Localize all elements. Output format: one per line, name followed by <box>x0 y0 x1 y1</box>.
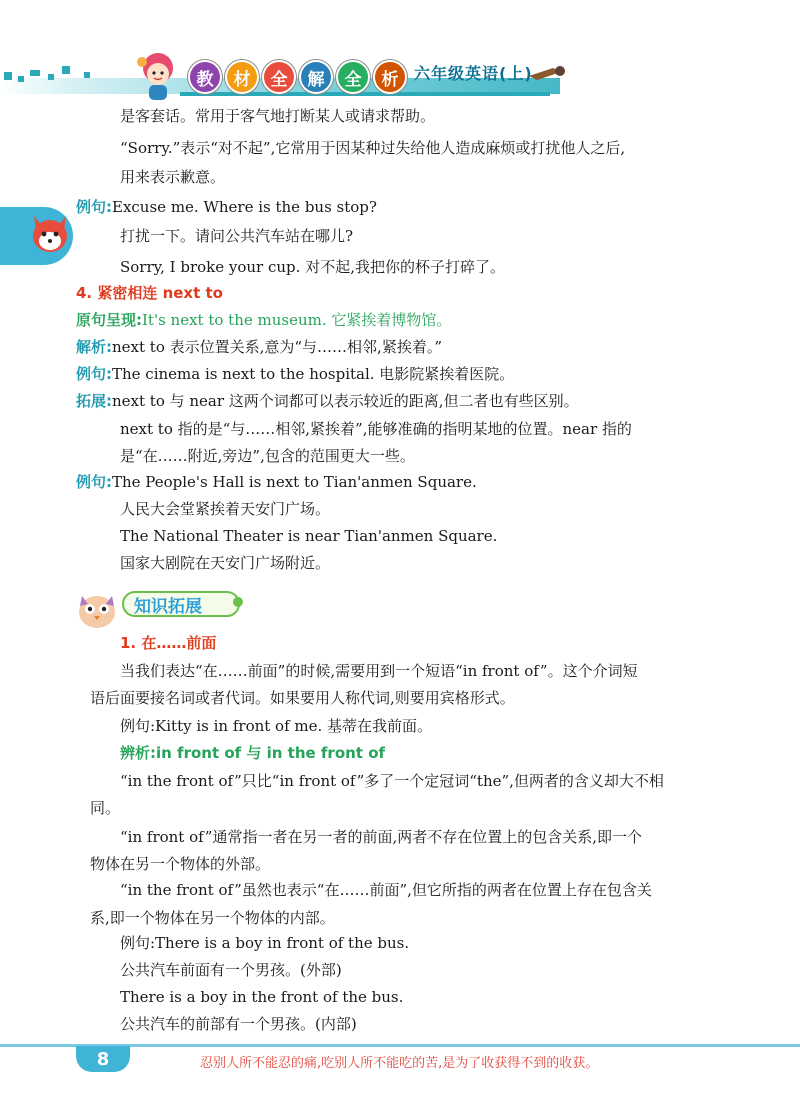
example-label: 例句: <box>76 473 112 491</box>
owl-mascot-icon <box>72 582 122 630</box>
paragraph-line: next to 指的是“与……相邻,紧挨着”,能够准确的指明某地的位置。near 指的 <box>120 420 632 438</box>
paragraph-line: “in the front of”只比“in front of”多了一个定冠词“the”,但两者的含义却大不相 <box>120 772 664 790</box>
pen-icon <box>527 62 567 84</box>
example-line: 例句:There is a boy in front of the bus. <box>120 934 410 952</box>
book-title <box>188 60 407 94</box>
extension-text: next to 与 near 这两个词都可以表示较近的距离,但二者也有些区别。 <box>112 392 579 410</box>
header-pixel <box>62 66 70 74</box>
footer-motto: 忍别人所不能忍的痛,吃别人所不能吃的苦,是为了收获得不到的收获。 <box>200 1056 599 1071</box>
paragraph-line: 语后面要接名词或者代词。如果要用人称代词,则要用宾格形式。 <box>90 689 515 707</box>
analysis-line <box>76 337 442 357</box>
header-pixel <box>4 72 12 80</box>
section-heading: 4. 紧密相连 next to <box>76 284 223 302</box>
fox-mascot-icon <box>28 210 72 260</box>
example-translation: 人民大会堂紧挨着天安门广场。 <box>120 500 331 518</box>
title-char-2: 材 <box>225 60 259 94</box>
example-label: 例句: <box>76 365 112 383</box>
paragraph-line: 当我们表达“在……前面”的时候,需要用到一个短语“in front of”。这个介词短 <box>120 662 638 680</box>
example-text: Excuse me. Where is the bus stop? <box>112 198 377 216</box>
title-char-3: 全 <box>262 60 296 94</box>
paragraph-line: 是“在……附近,旁边”,包含的范围更大一些。 <box>120 447 415 465</box>
original-sentence <box>76 310 451 330</box>
paragraph-line: 同。 <box>90 799 121 817</box>
example-line <box>76 197 377 217</box>
example-text: The cinema is next to the hospital. 电影院紧挨着医院。 <box>112 365 515 383</box>
analysis-text: next to 表示位置关系,意为“与……相邻,紧挨着。” <box>112 338 442 356</box>
paragraph-line: “in front of”通常指一者在另一者的前面,两者不存在位置上的包含关系,即一个 <box>120 828 643 846</box>
example-translation: 国家大剧院在天安门广场附近。 <box>120 554 331 572</box>
title-char-1: 教 <box>188 60 222 94</box>
example-line: There is a boy in the front of the bus. <box>120 988 404 1006</box>
knowledge-banner <box>122 591 240 617</box>
original-text: It's next to the museum. 它紧挨着博物馆。 <box>142 311 452 329</box>
knowledge-banner-label: 知识拓展 <box>134 596 202 617</box>
header-pixel <box>30 70 40 76</box>
extension-label: 拓展: <box>76 392 112 410</box>
header-pixel <box>48 74 54 80</box>
example-text: The People's Hall is next to Tian'anmen Square. <box>112 473 477 491</box>
paragraph-line: “in the front of”虽然也表示“在……前面”,但它所指的两者在位置上存在包含关 <box>120 881 652 899</box>
example-translation: 公共汽车前面有一个男孩。(外部) <box>120 961 342 979</box>
distinction-text: in front of 与 in the front of <box>156 744 386 762</box>
paragraph-line: “Sorry.”表示“对不起”,它常用于因某种过失给他人造成麻烦或打扰他人之后, <box>120 139 626 157</box>
example-line <box>76 364 514 384</box>
header-pixel <box>84 72 90 78</box>
example-translation: 打扰一下。请问公共汽车站在哪儿? <box>120 227 354 245</box>
distinction-label: 辨析: <box>120 744 156 762</box>
paragraph-line: 系,即一个物体在另一个物体的内部。 <box>90 909 335 927</box>
banner-dot <box>233 597 243 607</box>
example-line: 例句:Kitty is in front of me. 基蒂在我前面。 <box>120 717 433 735</box>
title-char-4: 解 <box>299 60 333 94</box>
example-line: Sorry, I broke your cup. 对不起,我把你的杯子打碎了。 <box>120 258 505 276</box>
grade-label: 六年级英语(上) <box>414 64 533 83</box>
paragraph-line: 物体在另一个物体的外部。 <box>90 855 271 873</box>
girl-mascot-icon <box>130 48 186 104</box>
analysis-label: 解析: <box>76 338 112 356</box>
title-char-6: 析 <box>373 60 407 94</box>
title-char-5: 全 <box>336 60 370 94</box>
extension-line <box>76 391 579 411</box>
original-label: 原句呈现: <box>76 311 142 329</box>
distinction-line <box>120 743 385 763</box>
example-translation: 公共汽车的前部有一个男孩。(内部) <box>120 1015 357 1033</box>
example-label: 例句: <box>76 198 112 216</box>
page-number: 8 <box>76 1046 130 1072</box>
paragraph-line: 用来表示歉意。 <box>120 168 226 186</box>
example-line <box>76 472 477 492</box>
example-line: The National Theater is near Tian'anmen Square. <box>120 527 498 545</box>
header-pixel <box>18 76 24 82</box>
subsection-heading: 1. 在……前面 <box>120 634 217 652</box>
paragraph-line: 是客套话。常用于客气地打断某人或请求帮助。 <box>120 107 436 125</box>
